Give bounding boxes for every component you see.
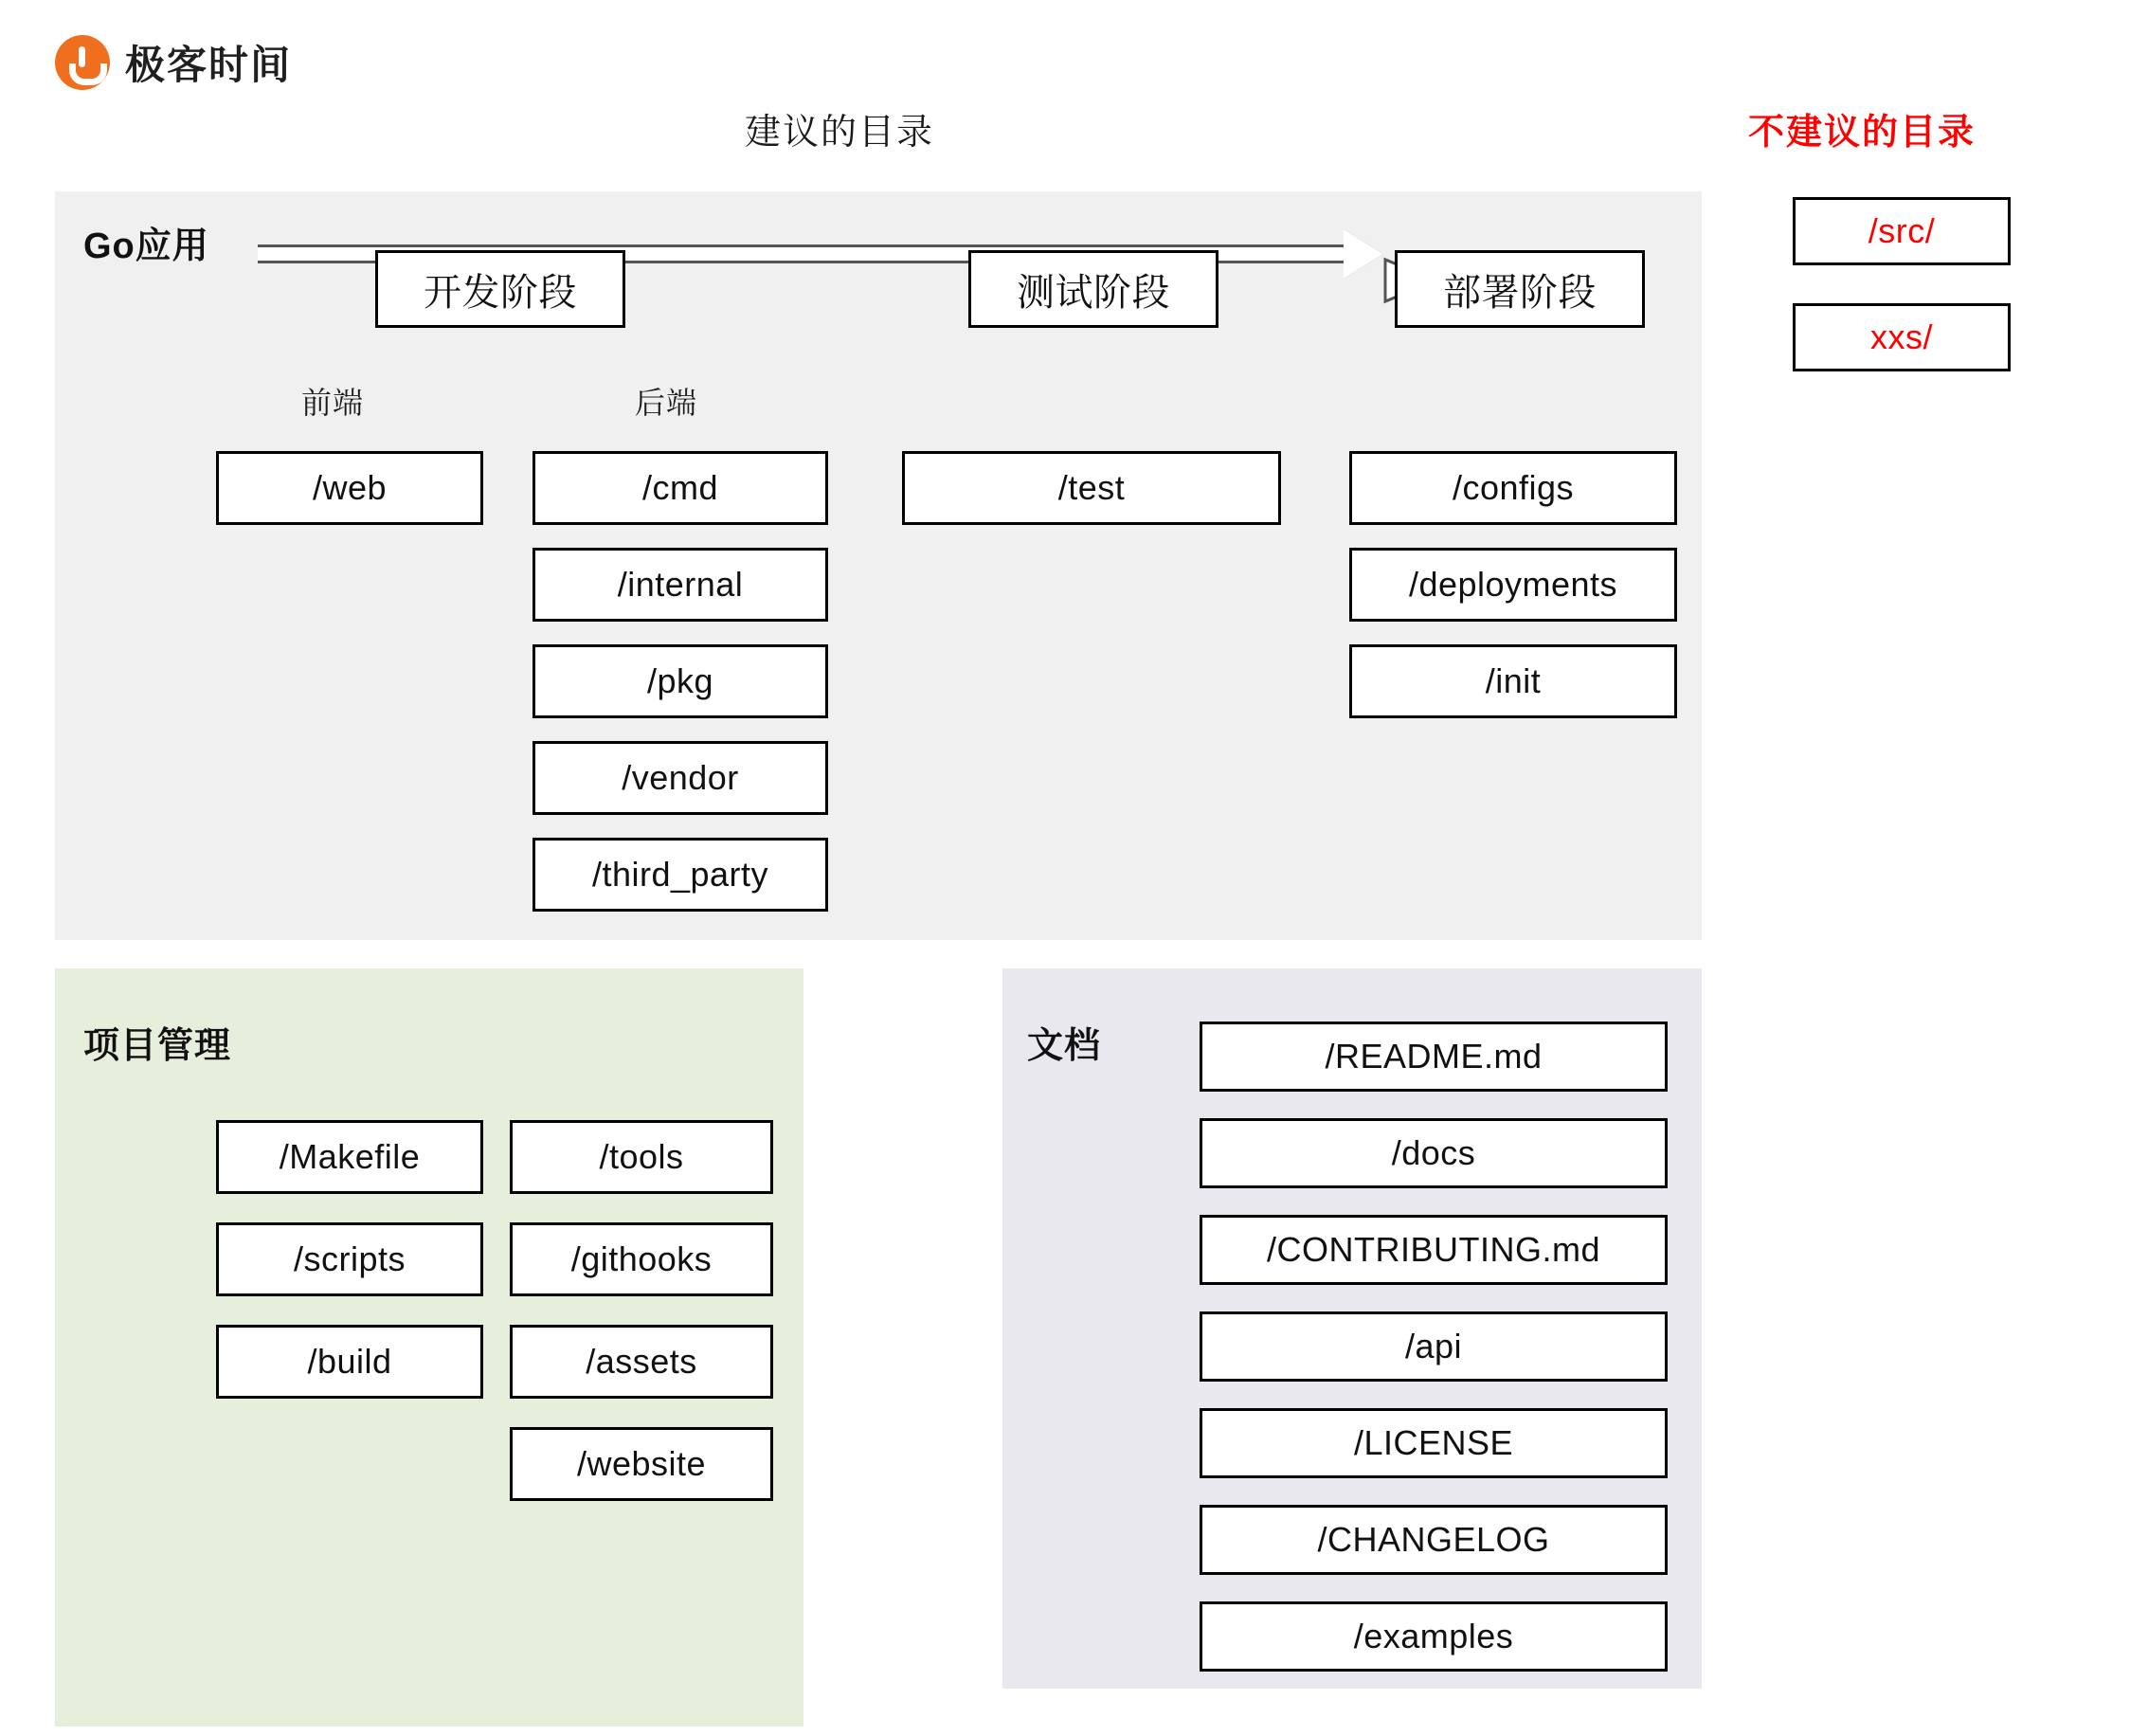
sublabel-backend: 后端 — [635, 386, 698, 420]
dir-box-assets[interactable]: /assets — [510, 1325, 773, 1399]
dir-box-githooks[interactable]: /githooks — [510, 1222, 773, 1296]
sublabel-frontend: 前端 — [301, 386, 365, 420]
dir-box-vendor[interactable]: /vendor — [532, 741, 828, 815]
dir-box-init[interactable]: /init — [1349, 644, 1677, 718]
brand-logo — [55, 34, 292, 91]
panel-project-management-label: 项目管理 — [83, 1026, 232, 1066]
dir-box-build[interactable]: /build — [216, 1325, 483, 1399]
dir-box-examples[interactable]: /examples — [1200, 1601, 1668, 1672]
dir-box-internal[interactable]: /internal — [532, 548, 828, 622]
stage-box-deploy[interactable]: 部署阶段 — [1395, 250, 1645, 328]
dir-box-docs[interactable]: /docs — [1200, 1118, 1668, 1188]
dir-box-readme[interactable]: /README.md — [1200, 1022, 1668, 1092]
dir-box-cmd[interactable]: /cmd — [532, 451, 828, 525]
stage-box-test[interactable]: 测试阶段 — [968, 250, 1218, 328]
brand-name: 极客时间 — [125, 43, 293, 87]
dir-box-pkg[interactable]: /pkg — [532, 644, 828, 718]
dir-box-web[interactable]: /web — [216, 451, 483, 525]
dir-box-tools[interactable]: /tools — [510, 1120, 773, 1194]
not-suggested-box-src[interactable]: /src/ — [1793, 197, 2011, 265]
panel-go-app-label: Go应用 — [83, 226, 209, 266]
dir-box-contributing[interactable]: /CONTRIBUTING.md — [1200, 1215, 1668, 1285]
dir-box-scripts[interactable]: /scripts — [216, 1222, 483, 1296]
stage-box-dev[interactable]: 开发阶段 — [375, 250, 625, 328]
dir-box-website[interactable]: /website — [510, 1427, 773, 1501]
geek-time-logo-icon — [55, 35, 110, 90]
dir-box-deployments[interactable]: /deployments — [1349, 548, 1677, 622]
dir-box-configs[interactable]: /configs — [1349, 451, 1677, 525]
panel-docs-label: 文档 — [1027, 1026, 1102, 1066]
pipeline-arrow-head — [1344, 229, 1383, 279]
dir-box-makefile[interactable]: /Makefile — [216, 1120, 483, 1194]
dir-box-api[interactable]: /api — [1200, 1311, 1668, 1382]
dir-box-test[interactable]: /test — [902, 451, 1281, 525]
dir-box-third-party[interactable]: /third_party — [532, 838, 828, 912]
not-suggested-title: 不建议的目录 — [1748, 113, 1977, 153]
dir-box-changelog[interactable]: /CHANGELOG — [1200, 1505, 1668, 1575]
suggested-title: 建议的目录 — [745, 113, 935, 153]
dir-box-license[interactable]: /LICENSE — [1200, 1408, 1668, 1478]
not-suggested-box-xxs[interactable]: xxs/ — [1793, 303, 2011, 371]
